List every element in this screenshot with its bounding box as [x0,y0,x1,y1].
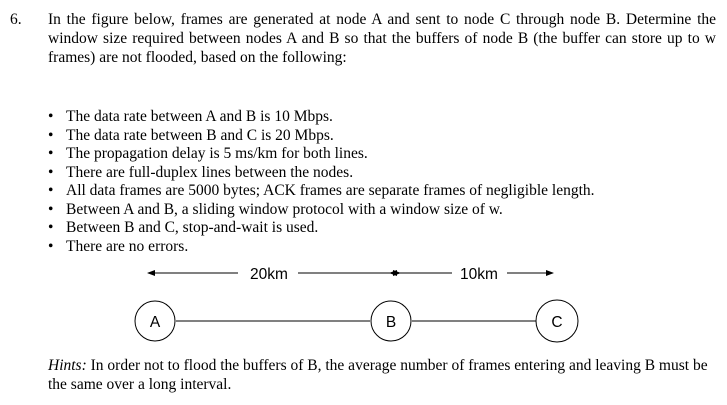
distance-bc-label: 10km [460,266,498,283]
list-item-text: The propagation delay is 5 ms/km for both lines. [66,145,368,162]
bullet-icon: • [48,237,54,255]
list-item [48,182,595,201]
bullet-icon: • [48,219,54,236]
list-item-text: The data rate between B and C is 20 Mbps. [66,126,334,144]
network-figure [0,255,727,353]
list-item [48,201,595,220]
list-item-text: The data rate between A and B is 10 Mbps. [66,108,333,125]
list-item-text: There are no errors. [66,237,189,255]
conditions-list [48,108,595,256]
list-item [48,108,595,127]
distance-ab-label: 20km [250,266,288,283]
list-item-text: Between B and C, stop-and-wait is used. [66,219,319,236]
bullet-icon: • [48,145,54,162]
list-item-text: Between A and B, a sliding window protocol with a window size of w. [66,200,503,218]
question-number: 6. [10,11,22,28]
list-item [48,164,595,183]
node-b-label: B [385,314,397,331]
node-a-label: A [149,314,161,331]
bullet-icon: • [48,108,54,125]
list-item [48,219,595,238]
list-item-text: All data frames are 5000 bytes; ACK frames are separate frames of negligible length. [66,182,595,199]
hints-text: In order not to flood the buffers of B, the average number of frames entering and leaving B must be the same over a long interval. [48,357,708,393]
question-text: In the figure below, frames are generated at node A and sent to node C through node B. Determine the window size required between nodes A and B so that the buffers of node B (the buffer can store up to w frames) are not flooded, based on the following: [48,11,716,66]
hints-label: Hints: [48,357,87,374]
bullet-icon: • [48,126,54,144]
bullet-icon: • [48,200,54,218]
list-item [48,238,595,257]
hints-paragraph [48,356,716,394]
bullet-icon: • [48,182,54,199]
node-c-label: C [551,314,563,331]
list-item [48,145,595,164]
bullet-icon: • [48,163,54,181]
list-item-text: There are full-duplex lines between the nodes. [66,163,354,181]
list-item [48,127,595,146]
